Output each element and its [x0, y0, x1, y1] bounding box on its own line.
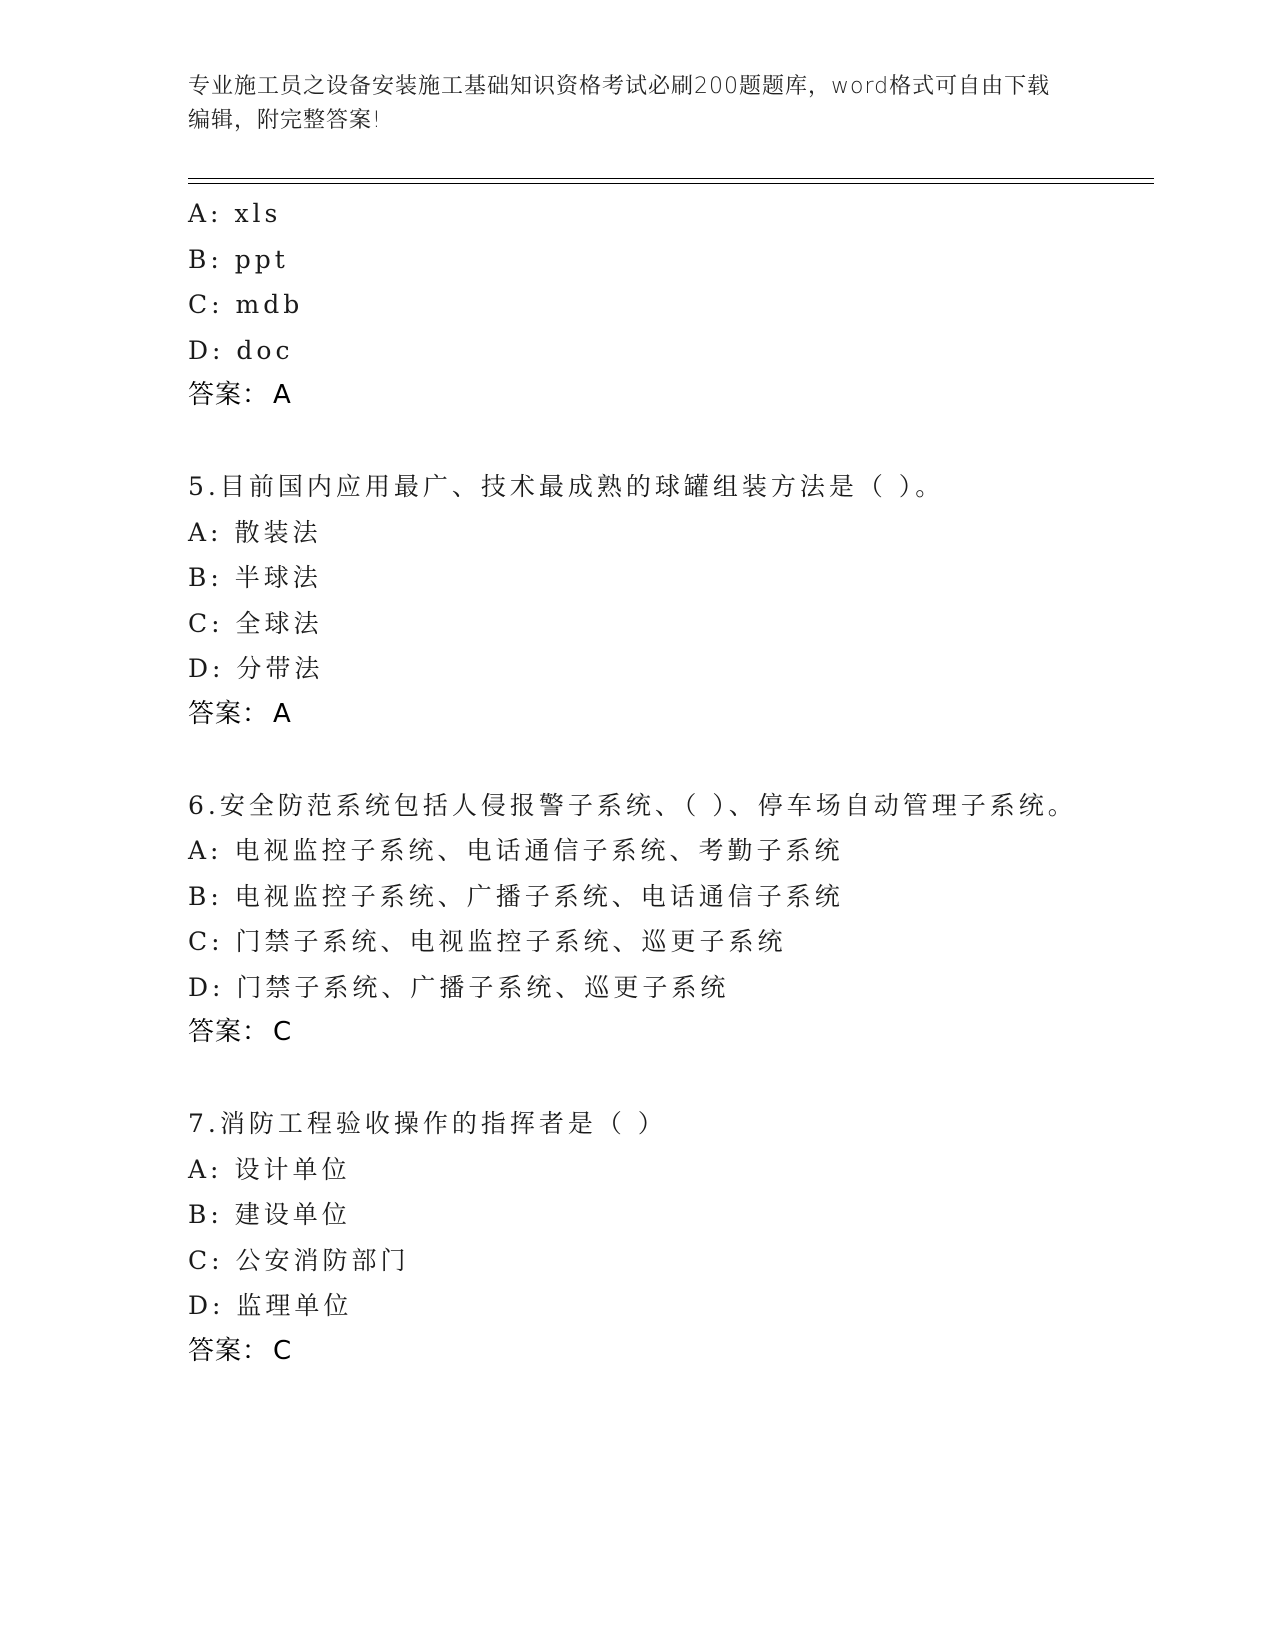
option-d [188, 965, 1154, 1011]
option-key: C: [188, 608, 224, 638]
option-text: doc [236, 335, 294, 365]
answer-line [188, 1329, 1154, 1375]
answer-value: C [273, 1335, 293, 1366]
option-text: 监理单位 [236, 1291, 353, 1320]
answer-line [188, 692, 1154, 738]
option-key: C: [188, 927, 224, 956]
question-stem: 6.安全防范系统包括人侵报警子系统、（ ）、停车场自动管理子系统。 [188, 790, 1077, 820]
option-text: 公安消防部门 [235, 1245, 410, 1275]
question-stem: 7.消防工程验收操作的指挥者是（ ） [188, 1109, 667, 1138]
question-7 [188, 1101, 1154, 1374]
answer-label: 答案： [188, 1335, 270, 1366]
option-d [188, 328, 1154, 374]
question-partial [188, 191, 1154, 419]
option-key: D: [188, 335, 225, 365]
answer-label: 答案： [188, 380, 270, 410]
option-text: ppt [234, 244, 289, 274]
option-b [188, 555, 1154, 601]
option-c [188, 601, 1154, 647]
answer-value: A [273, 698, 292, 729]
answer-value: A [273, 380, 292, 410]
question-6 [188, 783, 1154, 1056]
answer-label: 答案： [188, 698, 270, 729]
header-divider-top [188, 178, 1154, 179]
option-text: 门禁子系统、广播子系统、巡更子系统 [236, 972, 730, 1002]
option-text: 全球法 [235, 608, 323, 638]
option-text: 设计单位 [234, 1154, 351, 1184]
answer-value: C [273, 1017, 293, 1047]
option-b [188, 874, 1154, 920]
option-key: A: [188, 199, 223, 228]
option-c [188, 919, 1154, 965]
option-key: C: [188, 290, 224, 319]
option-key: D: [188, 1291, 225, 1320]
answer-line [188, 1010, 1154, 1056]
option-text: 电视监控子系统、广播子系统、电话通信子系统 [234, 881, 844, 911]
question-list [188, 191, 1154, 1374]
option-a [188, 191, 1154, 237]
header-divider-bottom [188, 183, 1154, 184]
option-c [188, 282, 1154, 328]
option-b [188, 237, 1154, 283]
option-key: A: [188, 1154, 223, 1184]
option-key: B: [188, 244, 223, 274]
spacer [188, 1056, 1154, 1102]
option-key: B: [188, 563, 223, 592]
answer-line [188, 373, 1154, 419]
spacer [188, 737, 1154, 783]
option-a [188, 510, 1154, 556]
option-key: A: [188, 517, 223, 547]
option-text: 散装法 [234, 517, 322, 547]
option-key: B: [188, 881, 223, 911]
option-d [188, 646, 1154, 692]
question-5 [188, 464, 1154, 737]
option-key: A: [188, 836, 223, 865]
option-a [188, 1147, 1154, 1193]
answer-label: 答案： [188, 1017, 270, 1047]
option-key: C: [188, 1245, 224, 1275]
option-text: 分带法 [236, 654, 324, 683]
option-text: 电视监控子系统、电话通信子系统、考勤子系统 [234, 836, 844, 865]
option-key: B: [188, 1200, 223, 1229]
option-text: mdb [235, 290, 304, 319]
document-title: 专业施工员之设备安装施工基础知识资格考试必刷200题题库，word格式可自由下载编辑，附完整答案! [188, 74, 1051, 133]
option-a [188, 828, 1154, 874]
option-text: 半球法 [234, 563, 322, 592]
option-key: D: [188, 654, 225, 683]
option-text: 建设单位 [234, 1200, 351, 1229]
question-stem: 5.目前国内应用最广、技术最成熟的球罐组装方法是（ ）。 [188, 472, 945, 501]
option-key: D: [188, 972, 225, 1002]
option-c [188, 1238, 1154, 1284]
option-text: 门禁子系统、电视监控子系统、巡更子系统 [235, 927, 787, 956]
option-b [188, 1192, 1154, 1238]
option-d [188, 1283, 1154, 1329]
spacer [188, 419, 1154, 465]
option-text: xls [234, 199, 282, 228]
